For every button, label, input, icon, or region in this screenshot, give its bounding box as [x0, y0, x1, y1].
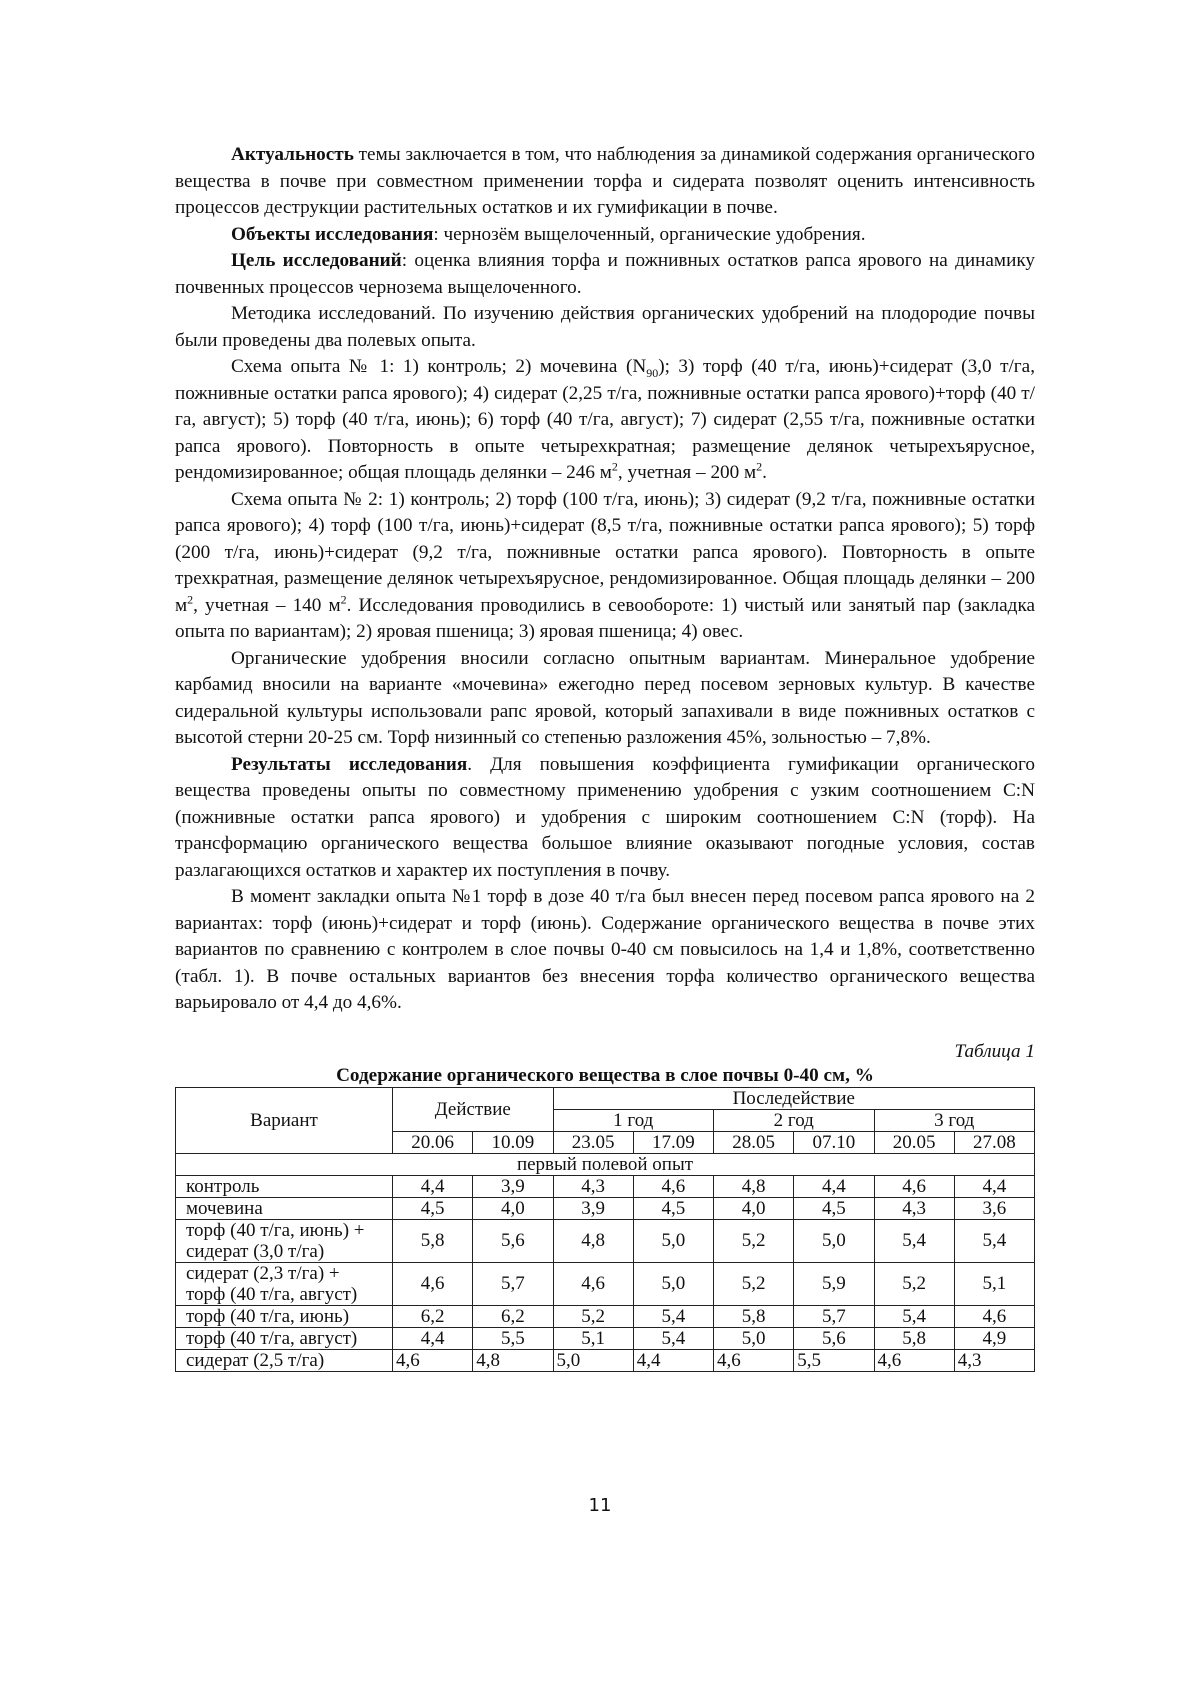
- paragraph-results: [175, 752, 1035, 885]
- header-variant: Вариант: [176, 1087, 393, 1153]
- variant-name-line: торф (40 т/га, июнь): [186, 1305, 350, 1327]
- value-cell: 4,4: [393, 1327, 473, 1349]
- variant-name-line: сидерат (2,5 т/га): [186, 1349, 325, 1371]
- value-cell: 4,6: [393, 1349, 473, 1371]
- paragraph-text: темы заключается в том, что наблюдения за динамикой содержания органического вещества в почве при совместном применении торфа и сидерата позволят оценить интенсивность процессов деструкции растительных остатков и их гумификации в почве.: [175, 144, 1035, 218]
- table-caption: Таблица 1: [954, 1040, 1035, 1062]
- value-cell: 5,4: [633, 1305, 713, 1327]
- value-cell: 5,4: [633, 1327, 713, 1349]
- value-cell: 3,9: [553, 1197, 633, 1219]
- value-cell: 4,4: [633, 1349, 713, 1371]
- value-cell: 5,7: [794, 1305, 874, 1327]
- superscript: 2: [340, 592, 347, 607]
- table-row: [176, 1327, 1035, 1349]
- data-table: [175, 1087, 1035, 1372]
- value-cell: 4,5: [633, 1197, 713, 1219]
- value-cell: 5,2: [874, 1262, 954, 1305]
- value-cell: 5,0: [714, 1327, 794, 1349]
- value-cell: 4,8: [714, 1175, 794, 1197]
- bold-lead: Результаты исследования: [231, 753, 468, 775]
- value-cell: 4,8: [553, 1219, 633, 1262]
- superscript: 2: [611, 459, 618, 474]
- value-cell: 4,4: [393, 1175, 473, 1197]
- paragraph-text: ); 3) торф (40 т/га, июнь)+сидерат (3,0 т/га, пожнивные остатки рапса ярового); 4) сидерат (2,25 т/га, пожнивные остатки рапса ярового)+торф (40 т/га, август); 5) торф (40 т/га, июнь); 6) торф (40 т/га, август); 7) сидерат (2,55 т/га, пожнивные остатки рапса ярового). Повторность в опыте четырехкратная; размещение делянок четырехъярусное, рендомизированное; общая площадь делянки – 246 м: [175, 356, 1035, 483]
- variant-name-line: торф (40 т/га, август): [186, 1283, 358, 1305]
- table-row: [176, 1219, 1035, 1262]
- table-row: [176, 1175, 1035, 1197]
- variant-name-line: торф (40 т/га, август): [186, 1327, 358, 1349]
- header-year: 3 год: [874, 1109, 1035, 1131]
- header-date: 10.09: [473, 1131, 553, 1153]
- variant-name-line: торф (40 т/га, июнь) +: [186, 1219, 365, 1241]
- header-year: 2 год: [714, 1109, 875, 1131]
- paragraph-relevance: [175, 142, 1035, 222]
- variant-name-cell: [176, 1305, 393, 1327]
- paragraph-method: [175, 301, 1035, 354]
- bold-lead: Актуальность: [231, 144, 354, 165]
- header-date: 07.10: [794, 1131, 874, 1153]
- variant-name-cell: [176, 1349, 393, 1371]
- variant-name-cell: [176, 1175, 393, 1197]
- value-cell: 4,6: [553, 1262, 633, 1305]
- variant-name-cell: [176, 1262, 393, 1305]
- table-row: [176, 1262, 1035, 1305]
- table-body: [176, 1175, 1035, 1371]
- value-cell: 4,0: [473, 1197, 553, 1219]
- paragraph-text: Методика исследований. По изучению действия органических удобрений на плодородие почвы были проведены два полевых опыта.: [175, 303, 1035, 351]
- header-date: 20.06: [393, 1131, 473, 1153]
- variant-name-cell: [176, 1327, 393, 1349]
- table-section-row: [176, 1153, 1035, 1175]
- bold-lead: Цель исследований: [231, 250, 402, 271]
- value-cell: 5,9: [794, 1262, 874, 1305]
- paragraph-text: . Исследования проводились в севообороте: 1) чистый или занятый пар (закладка опыта по вариантам); 2) яровая пшеница; 3) яровая пшеница; 4) овес.: [175, 594, 1035, 642]
- paragraph-results-2: [175, 884, 1035, 1017]
- value-cell: 5,1: [954, 1262, 1034, 1305]
- table-row: [176, 1349, 1035, 1371]
- value-cell: 4,3: [954, 1349, 1034, 1371]
- paragraph-text: Органические удобрения вносили согласно опытным вариантам. Минеральное удобрение карбамид вносили на варианте «мочевина» ежегодно перед посевом зерновых культур. В качестве сидеральной культуры использовали рапс яровой, который запахивали в виде пожнивных остатков с высотой стерни 20-25 см. Торф низинный со степенью разложения 45%, зольностью – 7,8%.: [175, 647, 1035, 748]
- paragraph-text: , учетная – 140 м: [193, 594, 341, 616]
- table-row: [176, 1197, 1035, 1219]
- value-cell: 5,5: [794, 1349, 874, 1371]
- value-cell: 3,9: [473, 1175, 553, 1197]
- value-cell: 4,3: [874, 1197, 954, 1219]
- value-cell: 5,0: [633, 1219, 713, 1262]
- value-cell: 4,6: [874, 1349, 954, 1371]
- paragraph-text: В момент закладки опыта №1 торф в дозе 40 т/га был внесен перед посевом рапса ярового на 2 вариантах: торф (июнь)+сидерат и торф (июнь). Содержание органического вещества в почве этих вариантов по сравнению с контролем в слое почвы 0-40 см повысилось на 1,4 и 1,8%, соответственно (табл. 1). В почве остальных вариантов без внесения торфа количество органического вещества варьировало от 4,4 до 4,6%.: [175, 886, 1035, 1013]
- header-date: 28.05: [714, 1131, 794, 1153]
- paragraph-text: Схема опыта № 1: 1) контроль; 2) мочевина (N: [231, 356, 647, 377]
- paragraph-text: : чернозём выщелоченный, органические удобрения.: [433, 223, 866, 245]
- paragraph-text: Схема опыта № 2: 1) контроль; 2) торф (100 т/га, июнь); 3) сидерат (9,2 т/га, пожнивные остатки рапса ярового); 4) торф (100 т/га, июнь)+сидерат (8,5 т/га, пожнивные остатки рапса ярового); 5) торф (200 т/га, июнь)+сидерат (9,2 т/га, пожнивные остатки рапса ярового). Повторность в опыте трехкратная, размещение делянок четырехъярусное, рендомизированное. Общая площадь делянки – 200 м: [175, 488, 1035, 616]
- page-content: [175, 142, 1035, 1372]
- header-aftereffect: Последействие: [553, 1087, 1035, 1109]
- paragraph-text: .: [762, 462, 767, 483]
- value-cell: 5,2: [714, 1262, 794, 1305]
- value-cell: 4,9: [954, 1327, 1034, 1349]
- header-date: 27.08: [954, 1131, 1034, 1153]
- paragraph-scheme-2: [175, 487, 1035, 646]
- variant-name-cell: [176, 1219, 393, 1262]
- paragraph-fertilizers: [175, 646, 1035, 752]
- value-cell: 5,7: [473, 1262, 553, 1305]
- value-cell: 5,6: [473, 1219, 553, 1262]
- paragraph-scheme-1: [175, 354, 1035, 487]
- value-cell: 5,5: [473, 1327, 553, 1349]
- header-date: 23.05: [553, 1131, 633, 1153]
- subscript: 90: [646, 365, 659, 380]
- table-row: [176, 1305, 1035, 1327]
- superscript: 2: [187, 592, 194, 607]
- variant-name-line: сидерат (2,3 т/га) +: [186, 1262, 340, 1284]
- value-cell: 5,4: [874, 1219, 954, 1262]
- value-cell: 4,6: [954, 1305, 1034, 1327]
- value-cell: 5,0: [633, 1262, 713, 1305]
- header-year: 1 год: [553, 1109, 714, 1131]
- value-cell: 4,5: [393, 1197, 473, 1219]
- value-cell: 4,4: [954, 1175, 1034, 1197]
- variant-name-line: мочевина: [186, 1197, 263, 1219]
- value-cell: 3,6: [954, 1197, 1034, 1219]
- value-cell: 4,3: [553, 1175, 633, 1197]
- section-label: первый полевой опыт: [176, 1153, 1035, 1175]
- value-cell: 4,8: [473, 1349, 553, 1371]
- value-cell: 5,4: [954, 1219, 1034, 1262]
- value-cell: 5,4: [874, 1305, 954, 1327]
- page-number: 11: [588, 1495, 612, 1516]
- table-header-row: [176, 1087, 1035, 1109]
- value-cell: 4,5: [794, 1197, 874, 1219]
- value-cell: 5,2: [714, 1219, 794, 1262]
- value-cell: 4,6: [714, 1349, 794, 1371]
- value-cell: 5,0: [794, 1219, 874, 1262]
- value-cell: 5,8: [714, 1305, 794, 1327]
- value-cell: 6,2: [393, 1305, 473, 1327]
- paragraph-text: . Для повышения коэффициента гумификации органического вещества проведены опыты по совместному применению удобрения с узким соотношением C:N (пожнивные остатки рапса ярового) и удобрения с широким соотношением C:N (торф). На трансформацию органического вещества большое влияние оказывают погодные условия, состав разлагающихся остатков и характер их поступления в почву.: [175, 753, 1035, 881]
- value-cell: 5,8: [874, 1327, 954, 1349]
- value-cell: 4,6: [874, 1175, 954, 1197]
- value-cell: 5,6: [794, 1327, 874, 1349]
- variant-name-line: контроль: [186, 1175, 260, 1197]
- header-action: Действие: [393, 1087, 554, 1131]
- value-cell: 5,8: [393, 1219, 473, 1262]
- variant-name-cell: [176, 1197, 393, 1219]
- value-cell: 4,0: [714, 1197, 794, 1219]
- bold-lead: Объекты исследования: [231, 223, 434, 245]
- value-cell: 4,4: [794, 1175, 874, 1197]
- table-title: Содержание органического вещества в слое почвы 0-40 см, %: [336, 1064, 874, 1086]
- paragraph-goal: [175, 248, 1035, 301]
- header-date: 20.05: [874, 1131, 954, 1153]
- paragraph-text: , учетная – 200 м: [617, 462, 757, 483]
- value-cell: 5,1: [553, 1327, 633, 1349]
- variant-name-line: сидерат (3,0 т/га): [186, 1240, 325, 1262]
- value-cell: 4,6: [633, 1175, 713, 1197]
- value-cell: 5,0: [553, 1349, 633, 1371]
- paragraph-text: : оценка влияния торфа и пожнивных остатков рапса ярового на динамику почвенных процессов чернозема выщелоченного.: [175, 250, 1035, 298]
- paragraph-objects: [175, 222, 1035, 249]
- value-cell: 5,2: [553, 1305, 633, 1327]
- value-cell: 4,6: [393, 1262, 473, 1305]
- value-cell: 6,2: [473, 1305, 553, 1327]
- header-date: 17.09: [633, 1131, 713, 1153]
- superscript: 2: [756, 459, 763, 474]
